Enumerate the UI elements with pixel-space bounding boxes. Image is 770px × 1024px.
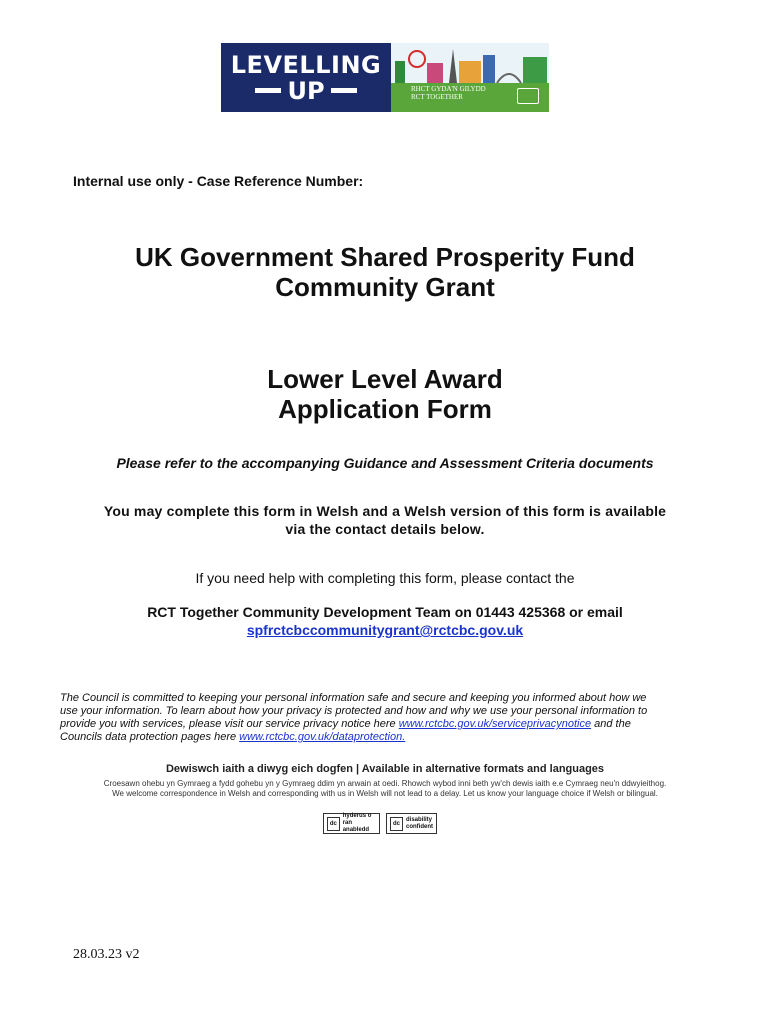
council-emblem-icon — [517, 88, 539, 104]
language-welsh-text: Croesawn ohebu yn Gymraeg a fydd gohebu yn y Gymraeg ddim yn arwain at oedi. Rhowch wybod inni beth yw'ch dewis iaith e.e Cymraeg neu'n ddwyieithog. — [103, 779, 667, 788]
rct-together-logo — [391, 43, 549, 112]
rct-welsh-name: RHCT GYDA'N GILYDD — [411, 85, 486, 93]
disability-confident-welsh-badge: dc hyderus o ran anabledd — [323, 813, 380, 834]
logo-line1: LEVELLING — [230, 50, 382, 79]
title-line-1: UK Government Shared Prosperity Fund — [135, 242, 635, 272]
contact-email-link[interactable]: spfrctcbccommunitygrant@rctcbc.gov.uk — [246, 622, 524, 638]
guidance-note: Please refer to the accompanying Guidance and Assessment Criteria documents — [116, 455, 654, 471]
welsh-version-note: You may complete this form in Welsh and a Welsh version of this form is available via the contact details below. — [103, 503, 667, 537]
language-english-text: We welcome correspondence in Welsh and corresponding with us in Welsh will not lead to a delay. Let us know your language choice if Welsh or bilingual. — [112, 789, 658, 798]
skyline-illustration-icon — [391, 43, 549, 83]
privacy-notice-link[interactable]: www.rctcbc.gov.uk/serviceprivacynotice — [398, 718, 592, 730]
help-text: If you need help with completing this form, please contact the — [195, 570, 575, 586]
subtitle-line-1: Lower Level Award — [267, 364, 503, 394]
levelling-up-mark — [221, 43, 391, 112]
title-line-2: Community Grant — [275, 272, 495, 302]
form-title-block — [0, 242, 770, 302]
contact-details — [0, 603, 770, 639]
levelling-up-logo — [221, 43, 549, 112]
form-subtitle-block — [0, 364, 770, 424]
logo-line2: UP — [287, 76, 325, 105]
contact-text: RCT Together Community Development Team on 01443 425368 or email — [147, 604, 623, 620]
privacy-notice: The Council is committed to keeping your personal information safe and secure and keeping you informed about how we use your information. To learn about how your privacy is protected and how and why we use your personal information to provide you with services, please visit our service privacy notice here www.rctcbc.gov.uk/serviceprivacynotice and the Councils data protection pages here www.rctcbc.gov.uk/dataprotection. — [60, 692, 648, 743]
language-heading: Dewiswch iaith a diwyg eich dogfen | Available in alternative formats and languages — [165, 763, 605, 775]
subtitle-line-2: Application Form — [278, 394, 492, 424]
disability-confident-icon: dc — [390, 817, 403, 831]
version-label: 28.03.23 v2 — [73, 947, 140, 962]
data-protection-link[interactable]: www.rctcbc.gov.uk/dataprotection. — [239, 731, 406, 743]
disability-confident-icon: dc — [327, 817, 340, 831]
disability-confident-badge: dc disability confident — [386, 813, 437, 834]
rct-english-name: RCT TOGETHER — [411, 93, 463, 101]
case-reference-label: Internal use only - Case Reference Number: — [73, 173, 364, 189]
